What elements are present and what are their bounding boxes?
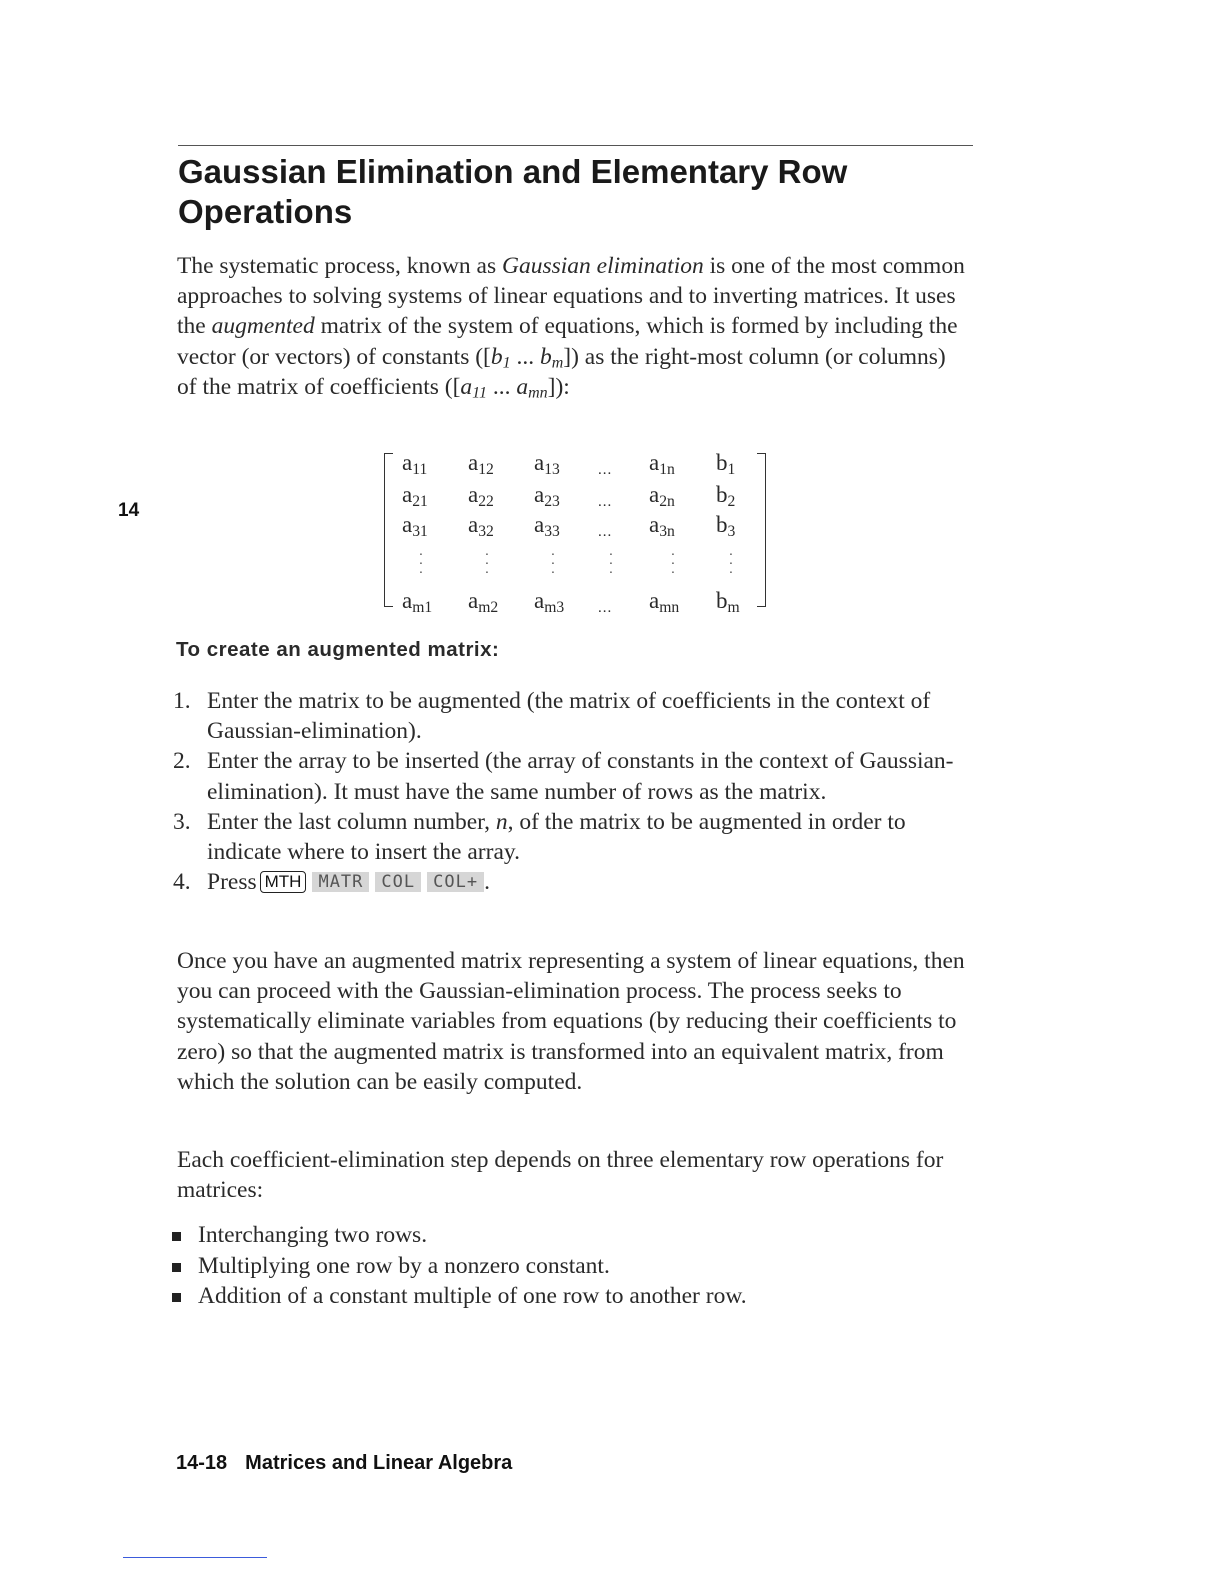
softkey-matr[interactable]: MATR	[312, 872, 369, 892]
row-operations-paragraph: Each coefficient-elimination step depends on three elementary row operations for matrices:	[177, 1147, 944, 1204]
page-footer	[176, 1452, 512, 1475]
matrix-cell: a31	[402, 512, 428, 540]
matrix-cell: b1	[716, 450, 736, 478]
matrix-left-bracket	[384, 453, 393, 607]
matrix-cell: ...	[598, 462, 613, 478]
header-rule	[178, 145, 973, 146]
bottom-link-line	[123, 1557, 267, 1558]
matrix-cell: b2	[716, 482, 736, 510]
matrix-cell: a21	[402, 482, 428, 510]
matrix-cell: ...	[598, 600, 613, 616]
matrix-cell: a32	[468, 512, 494, 540]
matrix-cell: a33	[534, 512, 560, 540]
matrix-cell: am2	[468, 588, 499, 616]
augmented-matrix	[384, 450, 766, 616]
footer-section-title: Matrices and Linear Algebra	[245, 1452, 513, 1474]
matrix-vertical-dots: · · ·	[484, 548, 490, 581]
matrix-cell: a12	[468, 450, 494, 478]
step-item: 3. Enter the last column number, n, of the matrix to be augmented in order to indicate where to insert the array.	[173, 808, 906, 866]
procedure-heading: To create an augmented matrix:	[176, 638, 500, 661]
matrix-cell: a13	[534, 450, 560, 478]
matrix-cell: ...	[598, 494, 613, 510]
matrix-vertical-dots: · · ·	[418, 548, 424, 581]
mth-key[interactable]: MTH	[260, 871, 307, 893]
step-item: 2. Enter the array to be inserted (the array of constants in the context of Gaussian-elimination). It must have the same number of rows as the matrix.	[173, 748, 954, 805]
bullet-item: Interchanging two rows.	[170, 1220, 970, 1251]
step-item: 1. Enter the matrix to be augmented (the matrix of coefficients in the context of Gaussian-elimination).	[173, 688, 931, 745]
matrix-cell: a11	[402, 450, 428, 478]
chapter-tab: 14	[118, 500, 140, 521]
matrix-cell: a1n	[649, 450, 675, 478]
matrix-vertical-dots: · · ·	[550, 548, 556, 581]
row-operations-list	[170, 1220, 970, 1312]
page-number: 14-18	[176, 1452, 228, 1474]
term-gaussian-elimination: Gaussian elimination	[502, 253, 704, 279]
matrix-cell: a23	[534, 482, 560, 510]
matrix-vertical-dots: · · ·	[728, 548, 734, 581]
section-title: Gaussian Elimination and Elementary Row Operations	[178, 153, 848, 230]
matrix-cell: bm	[716, 588, 740, 616]
matrix-vertical-dots: · · ·	[608, 548, 614, 581]
matrix-cell: a22	[468, 482, 494, 510]
matrix-cell: a2n	[649, 482, 675, 510]
gaussian-process-paragraph: Once you have an augmented matrix representing a system of linear equations, then you can proceed with the Gaussian-elimination process. The process seeks to systematically eliminate variables from equations (by reducing their coefficients to zero) so that the augmented matrix is transformed into an equivalent matrix, from which the solution can be easily computed.	[177, 948, 965, 1095]
matrix-cell: am3	[534, 588, 565, 616]
step-item: 4. Press MTH MATR COL COL+ .	[173, 869, 490, 896]
intro-paragraph: The systematic process, known as Gaussian elimination is one of the most common approaches to solving systems of linear equations and to inverting matrices. It uses the augmented matrix of the system of equations, which is formed by including the vector (or vectors) of constants ([$b_1$ ... $b_m$]) as the right-most column (or columns) of the matrix of coefficients ([$a_{11}$ ... $a_{mn}$]):	[177, 253, 965, 402]
matrix-cell: ...	[598, 524, 613, 540]
bullet-item: Multiplying one row by a nonzero constant.	[170, 1251, 970, 1282]
matrix-cell: b3	[716, 512, 736, 540]
softkey-col-plus[interactable]: COL+	[427, 872, 484, 892]
matrix-vertical-dots: · · ·	[670, 548, 676, 581]
bullet-item: Addition of a constant multiple of one row to another row.	[170, 1281, 970, 1312]
matrix-cell: a3n	[649, 512, 675, 540]
matrix-cell: am1	[402, 588, 433, 616]
matrix-right-bracket	[757, 453, 766, 607]
steps-list	[173, 686, 973, 897]
term-augmented: augmented	[211, 313, 315, 340]
softkey-col[interactable]: COL	[375, 872, 421, 892]
matrix-cell: amn	[649, 588, 680, 616]
